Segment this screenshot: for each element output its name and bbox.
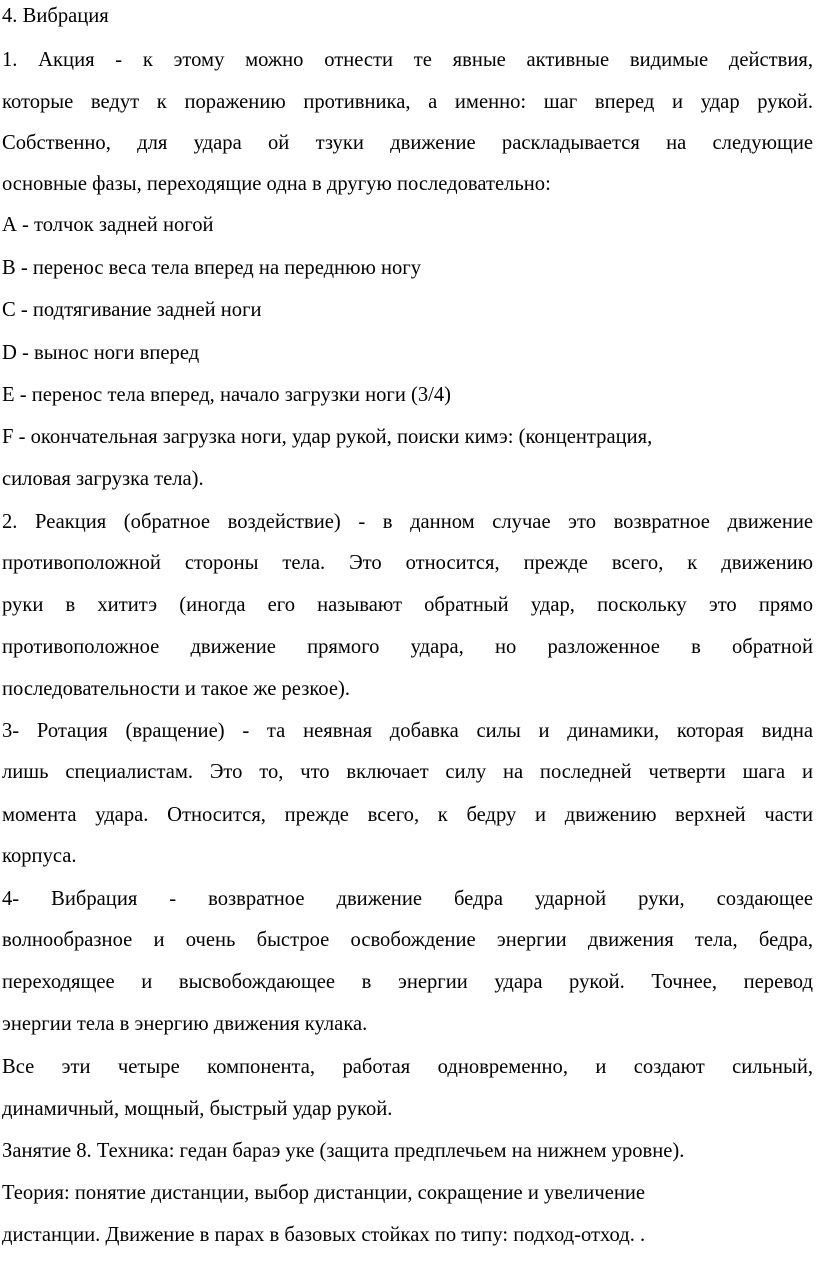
text-line: корпуса.	[2, 845, 77, 867]
text-line: Теория: понятие дистанции, выбор дистанции, сокращение и увеличение	[2, 1182, 646, 1204]
text-line: основные фазы, переходящие одна в другую последовательно:	[2, 173, 551, 195]
text-line: которые ведут к поражению противника, а именно: шаг вперед и удар рукой.	[2, 91, 813, 113]
text-line: 2. Реакция (обратное воздействие) - в данном случае это возвратное движение	[2, 511, 813, 533]
text-line: динамичный, мощный, быстрый удар рукой.	[2, 1098, 393, 1120]
text-line-heading: 4. Вибрация	[2, 5, 109, 27]
text-line: 3- Ротация (вращение) - та неявная добавка силы и динамики, которая видна	[2, 720, 813, 742]
list-item-a: А - толчок задней ногой	[2, 214, 214, 236]
list-item-c: С - подтягивание задней ноги	[2, 299, 262, 321]
text-line: руки в хититэ (иногда его называют обратный удар, поскольку это прямо	[2, 594, 813, 616]
text-line: противоположное движение прямого удара, но разложенное в обратной	[2, 636, 813, 658]
text-line-lesson: Занятие 8. Техника: гедан бараэ уке (защита предплечьем на нижнем уровне).	[2, 1140, 685, 1162]
text-line: 1. Акция - к этому можно отнести те явные активные видимые действия,	[2, 49, 813, 71]
text-line: волнообразное и очень быстрое освобождение энергии движения тела, бедра,	[2, 929, 813, 951]
text-line: энергии тела в энергию движения кулака.	[2, 1013, 368, 1035]
text-line: силовая загрузка тела).	[2, 468, 204, 490]
text-line: противоположной стороны тела. Это относится, прежде всего, к движению	[2, 552, 813, 574]
list-item-b: В - перенос веса тела вперед на переднюю ногу	[2, 257, 422, 279]
text-line: Все эти четыре компонента, работая одновременно, и создают сильный,	[2, 1056, 813, 1078]
text-line: Собственно, для удара ой тзуки движение раскладывается на следующие	[2, 132, 813, 154]
text-line: дистанции. Движение в парах в базовых стойках по типу: подход-отход. .	[2, 1224, 646, 1246]
list-item-e: Е - перенос тела вперед, начало загрузки ноги (3/4)	[2, 384, 452, 406]
text-line: лишь специалистам. Это то, что включает силу на последней четверти шага и	[2, 761, 813, 783]
text-line: момента удара. Относится, прежде всего, к бедру и движению верхней части	[2, 804, 813, 826]
text-line: последовательности и такое же резкое).	[2, 678, 350, 700]
text-line: 4- Вибрация - возвратное движение бедра ударной руки, создающее	[2, 888, 813, 910]
list-item-f: F - окончательная загрузка ноги, удар рукой, поиски кимэ: (концентрация,	[2, 426, 653, 448]
list-item-d: D - вынос ноги вперед	[2, 342, 200, 364]
text-line: переходящее и высвобождающее в энергии удара рукой. Точнее, перевод	[2, 971, 813, 993]
